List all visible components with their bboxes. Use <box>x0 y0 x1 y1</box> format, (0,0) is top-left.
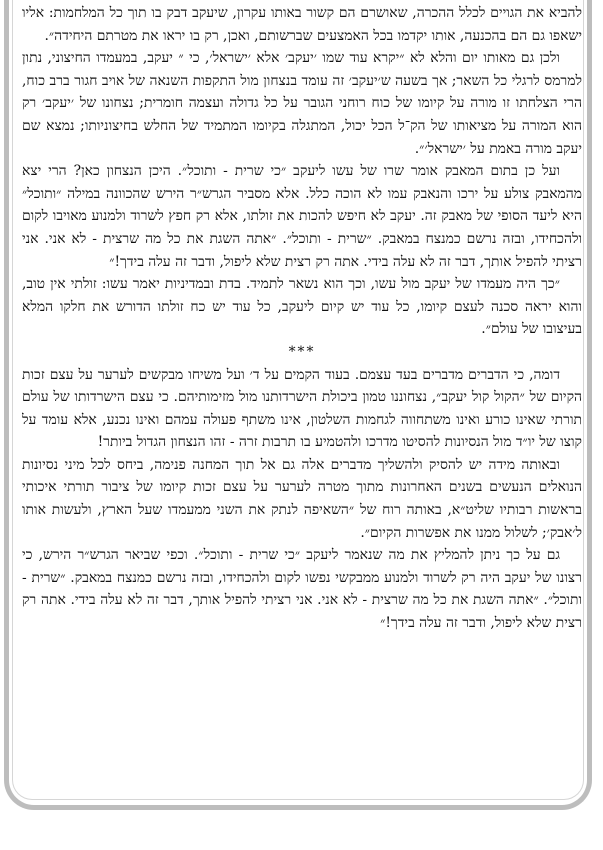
paragraph-4-quote: ״כך היה מעמדו של יעקב מול עשו, וכך הוא נשאר לתמיד. בדת ובמדיניות יאמר עשו: זולתי אין טוב, והוא יראה סכנה לעצם קיומו, כל עוד יש קיום ליעקב, כל עוד יש כח זולתו הדורש את חלקו המלא בעיצובו של עולם״. <box>22 276 582 338</box>
article-body <box>22 2 582 782</box>
paragraph-7: גם על כך ניתן להמליץ את מה שנאמר ליעקב ״כי שרית - ותוכל״. וכפי שביאר הגרש״ר הירש, כי רצונו של יעקב היה רק לשרוד ולמנוע ממבקשי נפשו לקום ולהכחידו, ובזה נרשם כמנצח במאבק. ״שרית - ותוכל״. ״אתה השגת את כל מה שרצית - לא אני. אני רציתי להפיל אותך, דבר זה לא עלה בידי. אתה רק רצית שלא ליפול, ודבר זה עלה בידך!״ <box>22 547 582 632</box>
paragraph-1: להביא את הגויים לכלל ההכרה, שאושרם הם קשור באותו עקרון, שיעקב דבק בו תוך כל המלחמות: אליו ישאפו גם הם בהכנעה, אותו יקדמו בכל האמצעים שברשותם, ואכן, רק בו יראו את מטרתם היחידה״. <box>22 5 582 44</box>
paragraph-5: דומה, כי הדברים מדברים בעד עצמם. בעוד הקמים על ד׳ ועל משיחו מבקשים לערער על עצם זכות הקיום של ״הקול קול יעקב״, נצחוננו טמון ביכולת הישרדותנו מול מזימותיהם. כי עצם הישרדותו של עולם תורתי שאינו כורע ואינו משתחווה לגחמות השלטון, אינו משתף פעולה עמהם ואינו נכנע, אלא עומד על קוצו של יו״ד מול הנסיונות להסיטו מדרכו ולהטמיע בו תרבות זרה - זהו הנצחון הגדול ביותר! <box>22 366 582 451</box>
paragraph-3: ועל כן בתום המאבק אומר שרו של עשו ליעקב ״כי שרית - ותוכל״. היכן הנצחון כאן? הרי יצא מהמאבק צולע על ירכו והנאבק עמו לא הוכה כלל. אלא מסביר הגרש״ר הירש שהכוונה במילה ״ותוכל״ היא ליעד הסופי של מאבק זה. יעקב לא חיפש להכות את זולתו, אלא רק חפץ לשרוד ולמנוע מאויבו לקום ולהכחידו, ובזה נרשם כמנצח במאבק. ״שרית - ותוכל״. ״אתה השגת את כל מה שרצית - לא אני. אני רציתי להפיל אותך, דבר זה לא עלה בידי. אתה רק רצית שלא ליפול, ודבר זה עלה בידך!״ <box>22 163 582 270</box>
paragraph-6: ובאותה מידה יש להסיק ולהשליך מדברים אלה גם אל תוך המחנה פנימה, ביחס לכל מיני נסיונות הנואלים הנעשים בשנים האחרונות מתוך מטרה לערער על עצם זכות קיומו של ציבור תורתי איכותי בראשות רבותיו שליט״א, באותה רוח של ״השאיפה לנתק את השני ממעמדו שעל הארץ, ולעשות אותו ל׳אבק׳; לשלול ממנו את אפשרות הקיום״. <box>22 456 582 541</box>
section-separator: *** <box>288 343 316 360</box>
paragraph-2: ולכן גם מאותו יום והלא לא ״יקרא עוד שמו ׳יעקב׳ אלא ׳ישראל׳, כי ״ יעקב, במעמדו החיצוני, נתון למרמס לרגלי כל השאר; אך בשעה ש׳יעקב׳ זה עומד בנצחון מול התקפות השנאה של אויב חגור ברב כוח, הרי הצלחתו זו מורה על קיומו של כוח רוחני הגובר על כל גדולה ועצמה חומרית; נצחונו של ׳יעקב׳ רק הוא המורה על מציאותו של הק־ל הכל יכול, המתגלה בקיומו המתמיד של החלש בחיצוניותו; נמצא שם יעקב מורה באמת על ׳ישראל׳״. <box>22 50 582 157</box>
